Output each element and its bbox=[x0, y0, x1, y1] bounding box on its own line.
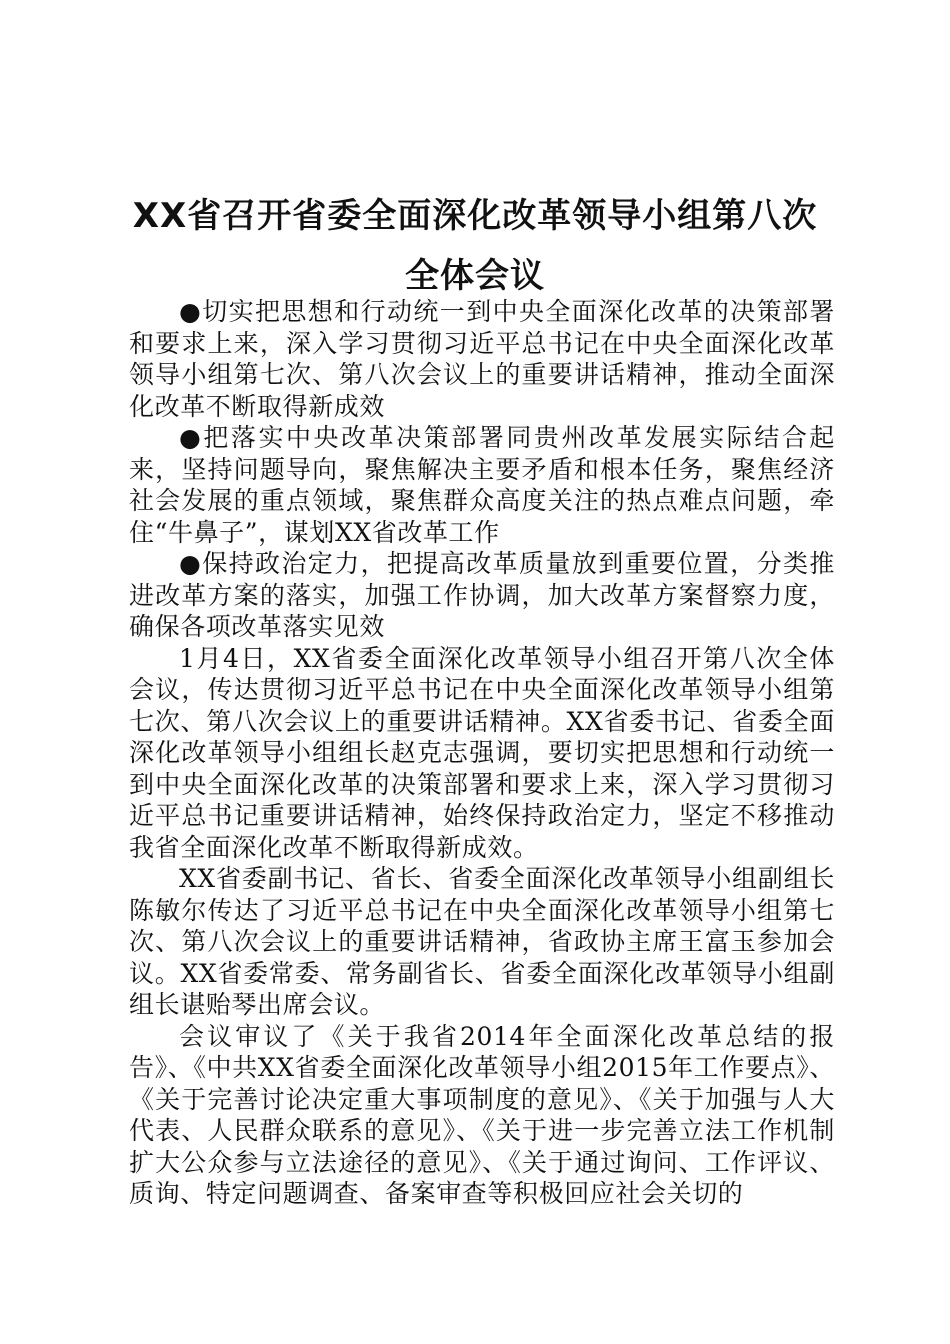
body-paragraph-3: 会议审议了《关于我省2014年全面深化改革总结的报告》、《中共XX省委全面深化改革领导小组2015年工作要点》、《关于完善讨论决定重大事项制度的意见》、《关于加强与人大代表、人民群众联系的意见》、《关于进一步完善立法工作机制扩大公众参与立法途径的意见》、《关于通过询问、工作评议、质询、特定问题调查、备案审查等积极回应社会关切的 bbox=[129, 1021, 835, 1208]
summary-bullet-1: ●切实把思想和行动统一到中央全面深化改革的决策部署和要求上来，深入学习贯彻习近平总书记在中央全面深化改革领导小组第七次、第八次会议上的重要讲话精神，推动全面深化改革不断取得新成效 bbox=[129, 297, 835, 421]
body-paragraph-2: XX省委副书记、省长、省委全面深化改革领导小组副组长陈敏尔传达了习近平总书记在中央全面深化改革领导小组第七次、第八次会议上的重要讲话精神，省政协主席王富玉参加会议。XX省委常委、常务副省长、省委全面深化改革领导小组副组长谌贻琴出席会议。 bbox=[129, 864, 835, 1019]
summary-bullet-3: ●保持政治定力，把提高改革质量放到重要位置，分类推进改革方案的落实，加强工作协调，加大改革方案督察力度，确保各项改革落实见效 bbox=[129, 549, 835, 641]
summary-bullet-2: ●把落实中央改革决策部署同贵州改革发展实际结合起来，坚持问题导向，聚焦解决主要矛盾和根本任务，聚焦经济社会发展的重点领域，聚焦群众高度关注的热点难点问题，牵住“牛鼻子”，谋划XX省改革工作 bbox=[129, 423, 835, 547]
document-title-line-1: XX省召开省委全面深化改革领导小组第八次 bbox=[132, 196, 818, 236]
document-title-line-2: 全体会议 bbox=[405, 256, 545, 296]
document-body bbox=[129, 296, 835, 1210]
body-paragraph-1: 1月4日，XX省委全面深化改革领导小组召开第八次全体会议，传达贯彻习近平总书记在中央全面深化改革领导小组第七次、第八次会议上的重要讲话精神。XX省委书记、省委全面深化改革领导小组组长赵克志强调，要切实把思想和行动统一到中央全面深化改革的决策部署和要求上来，深入学习贯彻习近平总书记重要讲话精神，始终保持政治定力，坚定不移推动我省全面深化改革不断取得新成效。 bbox=[129, 643, 835, 862]
